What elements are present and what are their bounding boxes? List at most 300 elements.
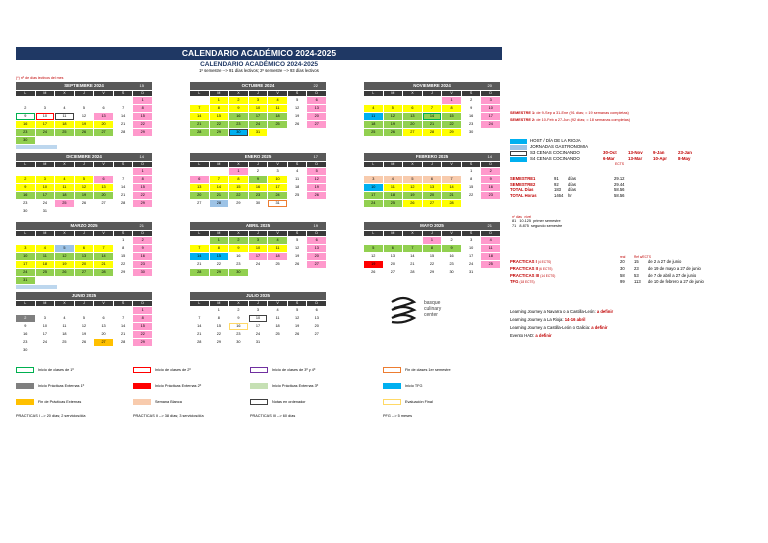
day-cell bbox=[114, 307, 133, 314]
weekday-header: D bbox=[481, 162, 500, 167]
day-cell bbox=[75, 208, 94, 215]
semester-info bbox=[510, 111, 630, 123]
totals-label: SEMESTRE1 bbox=[510, 176, 536, 181]
day-cell: 7 bbox=[114, 315, 133, 322]
weekday-header: D bbox=[307, 91, 326, 96]
totals-n: 92 bbox=[554, 181, 559, 187]
day-cell bbox=[55, 347, 74, 354]
weekday-header: V bbox=[94, 162, 113, 167]
legend-item bbox=[16, 399, 81, 405]
practicas-row bbox=[510, 266, 750, 273]
week-row bbox=[364, 97, 500, 104]
dias-r2-b: 8.875 bbox=[519, 224, 529, 229]
jornadas-swatch bbox=[510, 145, 527, 150]
day-cell: 5 bbox=[75, 105, 94, 112]
day-cell bbox=[384, 168, 403, 175]
week-row bbox=[16, 129, 152, 136]
day-cell: 12 bbox=[364, 253, 383, 260]
day-cell: 11 bbox=[268, 245, 287, 252]
day-cell: 2 bbox=[229, 307, 248, 314]
day-cell bbox=[384, 97, 403, 104]
day-cell bbox=[16, 168, 35, 175]
day-cell: 1 bbox=[114, 237, 133, 244]
day-cell: 27 bbox=[190, 200, 209, 207]
month-calendar bbox=[190, 292, 326, 346]
day-cell: 29 bbox=[229, 200, 248, 207]
day-cell: 4 bbox=[268, 307, 287, 314]
weekday-header: X bbox=[229, 91, 248, 96]
weekday-header: L bbox=[364, 162, 383, 167]
day-cell: 24 bbox=[36, 200, 55, 207]
day-cell: 29 bbox=[210, 129, 229, 136]
day-cell: 25 bbox=[36, 269, 55, 276]
month-header bbox=[16, 153, 152, 161]
day-cell: 19 bbox=[288, 253, 307, 260]
day-cell: 5 bbox=[403, 176, 422, 183]
day-cell bbox=[16, 97, 35, 104]
day-cell bbox=[114, 277, 133, 284]
week-row bbox=[16, 237, 152, 244]
day-cell: 24 bbox=[249, 331, 268, 338]
weekday-header: S bbox=[288, 231, 307, 236]
totals-val: 58.56 bbox=[614, 193, 625, 199]
day-cell: 11 bbox=[268, 315, 287, 322]
day-cell: 30 bbox=[16, 137, 35, 144]
weekday-header: D bbox=[307, 162, 326, 167]
week-row bbox=[364, 113, 500, 120]
weekday-header: J bbox=[423, 91, 442, 96]
practicas-b: 23 bbox=[634, 266, 639, 272]
practicas-ects: (6 ECTS) bbox=[539, 267, 553, 272]
day-cell: 19 bbox=[384, 121, 403, 128]
day-cell bbox=[36, 347, 55, 354]
legend-item bbox=[383, 399, 433, 405]
day-cell bbox=[481, 129, 500, 136]
semester-summary: 1º semestre --> 91 días lectivos; 2º semestre --> 93 días lectivos bbox=[199, 68, 319, 73]
day-cell: 14 bbox=[114, 184, 133, 191]
weekday-header: L bbox=[16, 91, 35, 96]
day-cell: 21 bbox=[114, 121, 133, 128]
day-cell: 28 bbox=[190, 339, 209, 346]
month-header bbox=[364, 222, 500, 230]
day-cell bbox=[190, 97, 209, 104]
weekday-header: V bbox=[268, 301, 287, 306]
dias-r1-a: 81 bbox=[512, 219, 517, 224]
day-cell: 3 bbox=[36, 315, 55, 322]
day-cell: 18 bbox=[55, 121, 74, 128]
day-cell: 28 bbox=[94, 269, 113, 276]
practicas-b: 15 bbox=[634, 259, 639, 265]
day-cell bbox=[384, 237, 403, 244]
legend-swatch bbox=[16, 399, 34, 405]
day-cell: 9 bbox=[229, 245, 248, 252]
journey-date: a definir bbox=[535, 332, 552, 338]
day-cell: 8 bbox=[133, 105, 152, 112]
day-cell: 22 bbox=[229, 192, 248, 199]
month-header bbox=[16, 82, 152, 90]
legend-label: Inicio de clases de 3º y 4º bbox=[272, 368, 316, 372]
s4-label: S4 CENAS COCINANDO bbox=[530, 156, 580, 162]
day-cell: 10 bbox=[249, 105, 268, 112]
day-cell: 12 bbox=[75, 323, 94, 330]
day-cell: 2 bbox=[462, 97, 481, 104]
month-name: ENERO 2025 bbox=[244, 154, 272, 159]
totals-label: TOTAL Horas bbox=[510, 193, 537, 199]
weekday-header: D bbox=[133, 231, 152, 236]
week-row bbox=[364, 121, 500, 128]
day-cell: 7 bbox=[403, 245, 422, 252]
day-cell: 27 bbox=[307, 261, 326, 268]
day-cell: 9 bbox=[16, 113, 35, 120]
day-cell: 28 bbox=[210, 200, 229, 207]
day-cell: 20 bbox=[190, 192, 209, 199]
day-cell: 16 bbox=[16, 192, 35, 199]
day-cell: 18 bbox=[364, 121, 383, 128]
month-name: JULIO 2025 bbox=[246, 293, 270, 298]
month-name: MAYO 2025 bbox=[420, 223, 444, 228]
weekday-header: V bbox=[268, 162, 287, 167]
totals-val: 29.44 bbox=[614, 181, 625, 187]
day-cell: 2 bbox=[16, 176, 35, 183]
day-cell bbox=[94, 208, 113, 215]
day-cell: 9 bbox=[16, 323, 35, 330]
day-cell: 19 bbox=[307, 184, 326, 191]
day-cell: 14 bbox=[190, 113, 209, 120]
day-cell: 4 bbox=[288, 168, 307, 175]
day-cell: 8 bbox=[114, 245, 133, 252]
week-row bbox=[190, 97, 326, 104]
day-cell bbox=[36, 97, 55, 104]
weekday-header: L bbox=[190, 301, 209, 306]
practicas-a: 30 bbox=[620, 266, 625, 272]
weekday-header: X bbox=[55, 162, 74, 167]
day-cell: 29 bbox=[133, 200, 152, 207]
weekday-header: V bbox=[94, 301, 113, 306]
month-day-count: 22 bbox=[313, 83, 318, 88]
day-cell: 23 bbox=[16, 339, 35, 346]
day-cell bbox=[114, 208, 133, 215]
month-header bbox=[16, 292, 152, 300]
legend-swatch bbox=[133, 383, 151, 389]
day-cell: 20 bbox=[94, 192, 113, 199]
day-cell: 17 bbox=[36, 121, 55, 128]
day-cell: 5 bbox=[288, 307, 307, 314]
day-cell: 16 bbox=[249, 184, 268, 191]
day-cell: 4 bbox=[384, 176, 403, 183]
day-cell: 30 bbox=[229, 339, 248, 346]
s3-date-4: 23-Jan bbox=[678, 150, 692, 156]
week-row bbox=[16, 121, 152, 128]
totals-label: SEMESTRE2 bbox=[510, 181, 536, 187]
month-header bbox=[16, 222, 152, 230]
day-cell: 13 bbox=[307, 245, 326, 252]
legend-item bbox=[383, 383, 422, 389]
weekday-header: D bbox=[481, 231, 500, 236]
day-cell: 21 bbox=[190, 331, 209, 338]
day-cell: 15 bbox=[133, 323, 152, 330]
day-cell: 9 bbox=[133, 245, 152, 252]
day-cell: 26 bbox=[75, 200, 94, 207]
weekday-header: L bbox=[16, 162, 35, 167]
day-cell: 29 bbox=[210, 339, 229, 346]
day-cell: 28 bbox=[114, 200, 133, 207]
weekday-header: J bbox=[249, 301, 268, 306]
day-cell: 29 bbox=[423, 269, 442, 276]
week-row bbox=[16, 245, 152, 252]
day-cell: 23 bbox=[133, 261, 152, 268]
day-cell: 5 bbox=[307, 168, 326, 175]
day-cell: 17 bbox=[364, 192, 383, 199]
day-cell: 24 bbox=[364, 200, 383, 207]
day-cell: 20 bbox=[403, 121, 422, 128]
day-cell: 29 bbox=[114, 269, 133, 276]
day-cell: 4 bbox=[55, 105, 74, 112]
totals-unit: días bbox=[568, 187, 576, 193]
day-cell: 12 bbox=[288, 245, 307, 252]
day-cell: 11 bbox=[55, 113, 74, 120]
weekday-header: M bbox=[36, 301, 55, 306]
day-cell: 22 bbox=[133, 331, 152, 338]
day-cell: 13 bbox=[384, 253, 403, 260]
week-row bbox=[16, 277, 152, 284]
month-calendar bbox=[364, 82, 500, 136]
day-cell: 30 bbox=[249, 200, 268, 207]
day-cell: 17 bbox=[481, 113, 500, 120]
day-cell: 2 bbox=[16, 315, 35, 322]
weekday-header: S bbox=[462, 162, 481, 167]
week-row bbox=[190, 245, 326, 252]
day-cell: 6 bbox=[307, 307, 326, 314]
day-cell: 3 bbox=[249, 237, 268, 244]
month-day-count: 21 bbox=[487, 223, 492, 228]
day-cell bbox=[364, 168, 383, 175]
day-cell: 15 bbox=[133, 184, 152, 191]
month-calendar bbox=[16, 153, 152, 215]
week-row bbox=[16, 269, 152, 276]
practicas-a: 20 bbox=[620, 259, 625, 265]
day-cell: 3 bbox=[364, 176, 383, 183]
day-cell bbox=[481, 269, 500, 276]
day-cell: 2 bbox=[16, 105, 35, 112]
totals-unit: hr bbox=[568, 193, 572, 199]
weekday-header: X bbox=[403, 162, 422, 167]
day-cell: 1 bbox=[442, 97, 461, 104]
legend-label: Inicio Prácticas Externas 2º bbox=[155, 384, 202, 388]
day-cell: 1 bbox=[133, 307, 152, 314]
day-cell: 14 bbox=[114, 323, 133, 330]
day-cell bbox=[36, 277, 55, 284]
day-cell: 5 bbox=[364, 245, 383, 252]
day-cell: 22 bbox=[462, 192, 481, 199]
day-cell: 26 bbox=[288, 261, 307, 268]
page-subtitle: CALENDARIO ACADÉMICO 2024-2025 bbox=[200, 61, 318, 68]
day-cell bbox=[75, 168, 94, 175]
day-cell: 15 bbox=[210, 113, 229, 120]
day-cell: 8 bbox=[133, 315, 152, 322]
day-cell: 18 bbox=[481, 253, 500, 260]
totals-n: 91 bbox=[554, 176, 559, 181]
month-name: OCTUBRE 2024 bbox=[241, 83, 275, 88]
dias-r1-b: 10.125 bbox=[519, 219, 532, 224]
day-cell: 9 bbox=[229, 315, 248, 322]
day-cell: 19 bbox=[364, 261, 383, 268]
day-cell bbox=[94, 347, 113, 354]
practicas-note: PRACTICAS II --> 38 días; 3 servicios/día bbox=[133, 414, 204, 418]
day-cell: 26 bbox=[403, 200, 422, 207]
day-cell: 25 bbox=[288, 192, 307, 199]
day-cell: 13 bbox=[307, 315, 326, 322]
weekday-header: V bbox=[268, 91, 287, 96]
day-cell: 2 bbox=[481, 168, 500, 175]
day-cell: 27 bbox=[94, 339, 113, 346]
day-cell: 1 bbox=[133, 97, 152, 104]
practicas-ects: (14 ECTS) bbox=[540, 273, 556, 278]
day-cell: 5 bbox=[55, 245, 74, 252]
totals-val: 29.12 bbox=[614, 176, 625, 181]
day-cell: 1 bbox=[210, 97, 229, 104]
s4-date-4: 8-May bbox=[678, 156, 691, 162]
day-cell: 13 bbox=[94, 323, 113, 330]
day-cell: 15 bbox=[114, 253, 133, 260]
day-cell: 22 bbox=[114, 261, 133, 268]
week-row bbox=[190, 307, 326, 314]
totals-table bbox=[510, 176, 644, 199]
day-cell: 8 bbox=[133, 176, 152, 183]
day-cell bbox=[442, 168, 461, 175]
weekday-header: M bbox=[384, 231, 403, 236]
weekday-header: J bbox=[75, 162, 94, 167]
day-cell: 28 bbox=[114, 339, 133, 346]
day-cell: 24 bbox=[481, 121, 500, 128]
journey-row bbox=[510, 308, 613, 316]
weekday-header: S bbox=[288, 91, 307, 96]
day-cell bbox=[133, 137, 152, 144]
day-cell: 27 bbox=[384, 269, 403, 276]
weekday-header: X bbox=[229, 231, 248, 236]
day-cell: 11 bbox=[364, 113, 383, 120]
weekday-header: L bbox=[364, 231, 383, 236]
week-row bbox=[190, 339, 326, 346]
weekday-header: X bbox=[55, 91, 74, 96]
month-day-count: 21 bbox=[139, 223, 144, 228]
week-row bbox=[16, 208, 152, 215]
weekday-header: M bbox=[36, 162, 55, 167]
weekday-header: J bbox=[75, 301, 94, 306]
day-cell: 9 bbox=[481, 176, 500, 183]
weekday-header: D bbox=[307, 301, 326, 306]
day-cell: 25 bbox=[364, 129, 383, 136]
week-row bbox=[16, 347, 152, 354]
events-block bbox=[510, 138, 750, 167]
day-cell: 10 bbox=[36, 323, 55, 330]
practicas-label: PRACTICAS III bbox=[510, 272, 540, 278]
day-cell: 8 bbox=[423, 245, 442, 252]
day-cell: 14 bbox=[442, 184, 461, 191]
weekday-header: J bbox=[423, 231, 442, 236]
dias-header-2: nivel bbox=[524, 215, 532, 219]
dias-r2-a: 71 bbox=[512, 224, 517, 229]
day-cell: 18 bbox=[268, 253, 287, 260]
month-calendar bbox=[190, 82, 326, 136]
week-row bbox=[16, 137, 152, 144]
legend-swatch bbox=[250, 399, 268, 405]
practicas-header-real: real bbox=[620, 255, 626, 259]
month-name: ABRIL 2025 bbox=[245, 223, 271, 228]
week-row bbox=[16, 339, 152, 346]
weekday-header: D bbox=[133, 162, 152, 167]
day-cell: 10 bbox=[364, 184, 383, 191]
legend-swatch bbox=[383, 367, 401, 373]
day-cell: 16 bbox=[442, 253, 461, 260]
week-row bbox=[16, 323, 152, 330]
day-cell: 15 bbox=[423, 253, 442, 260]
weekday-header: S bbox=[114, 91, 133, 96]
week-row bbox=[364, 245, 500, 252]
weekday-header: X bbox=[229, 162, 248, 167]
day-cell: 26 bbox=[364, 269, 383, 276]
day-cell: 23 bbox=[16, 129, 35, 136]
day-cell: 15 bbox=[210, 323, 229, 330]
practicas-b: 113 bbox=[634, 279, 641, 285]
month-header bbox=[190, 82, 326, 90]
day-cell: 19 bbox=[55, 261, 74, 268]
day-cell: 11 bbox=[481, 245, 500, 252]
day-cell bbox=[403, 97, 422, 104]
day-cell: 23 bbox=[229, 121, 248, 128]
day-cell: 2 bbox=[229, 237, 248, 244]
legend-item bbox=[133, 367, 191, 373]
day-cell: 18 bbox=[288, 184, 307, 191]
day-cell: 14 bbox=[114, 113, 133, 120]
practicas-note: PRACTICAS III --> 60 días bbox=[250, 414, 296, 418]
day-cell: 23 bbox=[249, 192, 268, 199]
day-cell: 11 bbox=[288, 176, 307, 183]
day-cell bbox=[307, 200, 326, 207]
journey-date: 14-16 abril bbox=[564, 316, 586, 322]
week-row bbox=[16, 184, 152, 191]
weekday-header: M bbox=[210, 231, 229, 236]
day-cell: 23 bbox=[442, 261, 461, 268]
day-cell: 28 bbox=[423, 129, 442, 136]
totals-n: 183 bbox=[554, 187, 561, 193]
week-row bbox=[364, 192, 500, 199]
day-cell: 31 bbox=[16, 277, 35, 284]
day-cell: 25 bbox=[481, 261, 500, 268]
legend-swatch bbox=[383, 399, 401, 405]
day-cell: 11 bbox=[268, 105, 287, 112]
day-cell bbox=[288, 339, 307, 346]
day-cell: 31 bbox=[268, 200, 287, 207]
legend-swatch bbox=[133, 367, 151, 373]
month-name: DICIEMBRE 2024 bbox=[66, 154, 102, 159]
day-cell: 2 bbox=[229, 97, 248, 104]
day-cell: 29 bbox=[210, 269, 229, 276]
day-cell: 24 bbox=[16, 269, 35, 276]
semester2-label: SEMESTRE 2: bbox=[510, 118, 536, 123]
s3-swatch bbox=[510, 151, 527, 156]
weekday-header: L bbox=[190, 162, 209, 167]
day-cell bbox=[288, 200, 307, 207]
day-cell: 30 bbox=[229, 129, 248, 136]
practicas-ects: (18 ECTS) bbox=[519, 280, 535, 285]
day-cell bbox=[307, 339, 326, 346]
week-row bbox=[190, 315, 326, 322]
day-cell: 14 bbox=[190, 323, 209, 330]
day-cell bbox=[55, 277, 74, 284]
week-row bbox=[16, 315, 152, 322]
day-cell: 7 bbox=[94, 245, 113, 252]
semester2-text: de 10-Feb a 27-Jun (92 días; = 18 semanas completas) bbox=[536, 118, 630, 123]
